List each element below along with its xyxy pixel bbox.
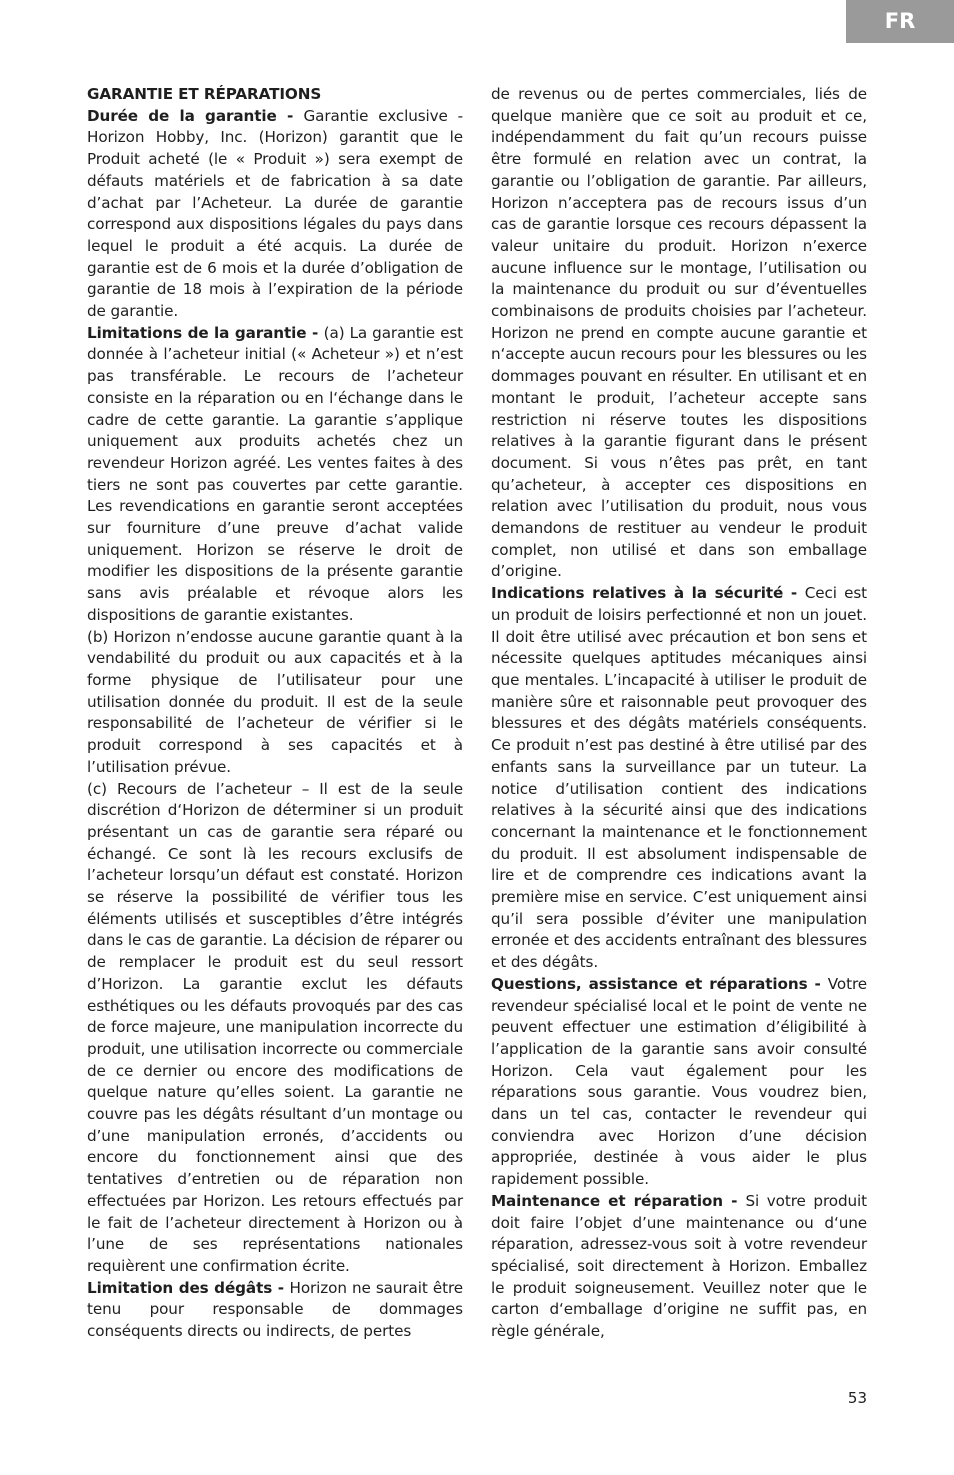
paragraph-text: Votre revendeur spécialisé local et le point de vente ne peuvent effectuer une estimation d’éligibilité à l’application de la garantie sans avoir consulté Horizon. Cela vaut également pour les réparations sous garantie. Vous voudrez bien, dans un tel cas, contacter le revendeur qui conviendra avec Horizon d’une décision appropriée, destinée à vous aider le plus rapidement possible. <box>491 974 867 1189</box>
paragraph-text: (b) Horizon n’endosse aucune garantie quant à la vendabilité du produit ou aux capacités et à la forme physique de l’utilisateur pour une utilisation donnée du produit. Il est de la seule responsabilité de l’acheteur de vérifier si le produit correspond à ses capacités et à l’utilisation prévue. <box>87 627 463 776</box>
paragraph-text: Garantie exclusive - Horizon Hobby, Inc. (Horizon) garantit que le Produit acheté (le « Produit ») sera exempt de défauts matériels et de fabrication à sa date d’achat par l’Acheteur. La durée de garantie correspond aux dispositions légales du pays dans lequel le produit a été acquis. La durée de garantie est de 6 mois et la durée d’obligation de garantie de 18 mois à l’expiration de la période de garantie. <box>87 106 463 321</box>
paragraph-text: (c) Recours de l’acheteur – Il est de la seule discrétion d‘Horizon de déterminer si un produit présentant un cas de garantie sera réparé ou échangé. Ce sont là les recours exclusifs de l’acheteur lorsqu’un défaut est constaté. Horizon se réserve la possibilité de vérifier tous les éléments utilisés et susceptibles d’être intégrés dans le cas de garantie. La décision de réparer ou de remplacer le produit est du seul ressort d’Horizon. La garantie exclut les défauts esthétiques ou les défauts provoqués par des cas de force majeure, une manipulation incorrecte du produit, une utilisation incorrecte ou commerciale de ce dernier ou encore des modifications de quelque nature qu’elles soient. La garantie ne couvre pas les dégâts résultant d’un montage ou d’une manipulation erronés, d’accidents ou encore du fonctionnement ainsi que des tentatives d’entretien ou de réparation non effectuées par Horizon. Les retours effectués par le fait de l’acheteur directement à Horizon ou à l’une de ses représentations nationales requièrent une confirmation écrite. <box>87 779 463 1275</box>
paragraph-text: (a) La garantie est donnée à l’acheteur initial (« Acheteur ») et n’est pas transférable. Le recours de l’acheteur consiste en la réparation ou en l‘échange dans le cadre de cette garantie. La garantie s’applique uniquement aux produits achetés chez un revendeur Horizon agréé. Les ventes faites à des tiers ne sont pas couvertes par cette garantie. Les revendications en garantie seront acceptées sur fourniture d’une preuve d’achat valide uniquement. Horizon se réserve le droit de modifier les dispositions de la présente garantie sans avis préalable et révoque alors les dispositions de garantie existantes. <box>87 323 463 624</box>
paragraph-text: de revenus ou de pertes commerciales, liés de quelque manière que ce soit au produit et ce, indépendamment du fait qu’un recours puisse être formulé en relation avec un contrat, la garantie ou l’obligation de garantie. Par ailleurs, Horizon n’acceptera pas de recours issus d’un cas de garantie lorsque ces recours dépassent la valeur unitaire du produit. Horizon n’exerce aucune influence sur le montage, l’utilisation ou la maintenance du produit ou sur d’éventuelles combinaisons de produits choisies par l’acheteur. Horizon ne prend en compte aucune garantie et n‘accepte aucun recours pour les blessures ou les dommages pouvant en résulter. En utilisant et en montant le produit, l’acheteur accepte sans restriction ni réserve toutes les dispositions relatives à la garantie figurant dans le présent document. Si vous n’êtes pas prêt, en tant qu’acheteur, à accepter ces dispositions en relation avec l’utilisation du produit, nous vous demandons de restituer au vendeur le produit complet, non utilisé et dans son emballage d’origine. <box>491 85 867 581</box>
paragraph-lead: Limitations de la garantie - <box>87 323 324 342</box>
paragraph <box>87 106 463 323</box>
paragraph <box>491 1191 867 1343</box>
paragraph <box>491 583 867 974</box>
paragraph <box>87 323 463 627</box>
paragraph-lead: Limitation des dégâts - <box>87 1278 290 1297</box>
paragraph <box>491 974 867 1191</box>
paragraph-text: Ceci est un produit de loisirs perfectionné et non un jouet. Il doit être utilisé avec précaution et bon sens et nécessite quelques aptitudes mécaniques ainsi que mentales. L’incapacité à utiliser le produit de manière sûre et raisonnable peut provoquer des blessures et des dégâts matériels conséquents. Ce produit n’est pas destiné à être utilisé par des enfants sans la surveillance par un tuteur. La notice d’utilisation contient des indications relatives à la sécurité ainsi que des indications concernant la maintenance et le fonctionnement du produit. Il est absolument indispensable de lire et de comprendre ces indications avant la première mise en service. C’est uniquement ainsi qu’il sera possible d’éviter une manipulation erronée et des accidents entraînant des blessures et des dégâts. <box>491 584 867 972</box>
page-number: 53 <box>847 1389 867 1407</box>
paragraph <box>87 1278 463 1343</box>
paragraph <box>87 779 463 1278</box>
paragraph-lead: Maintenance et réparation - <box>491 1191 746 1210</box>
language-tab: FR <box>846 0 954 43</box>
paragraph <box>87 627 463 779</box>
paragraph-lead: Durée de la garantie - <box>87 106 304 125</box>
paragraph <box>491 84 867 583</box>
right-column <box>491 84 867 1343</box>
paragraph-text: Si votre produit doit faire l’objet d’une maintenance ou d‘une réparation, adressez-vous soit à votre revendeur spécialisé, soit directement à Horizon. Emballez le produit soigneusement. Veuillez noter que le carton d‘emballage d’origine ne suffit pas, en règle générale, <box>491 1191 867 1341</box>
section-title: GARANTIE ET RÉPARATIONS <box>87 85 322 103</box>
paragraph-lead: Questions, assistance et réparations - <box>491 974 828 993</box>
paragraph-text: Horizon ne saurait être tenu pour responsable de dommages conséquents directs ou indirects, de pertes <box>87 1278 463 1341</box>
left-column <box>87 84 463 1343</box>
paragraph-lead: Indications relatives à la sécurité - <box>491 584 805 603</box>
